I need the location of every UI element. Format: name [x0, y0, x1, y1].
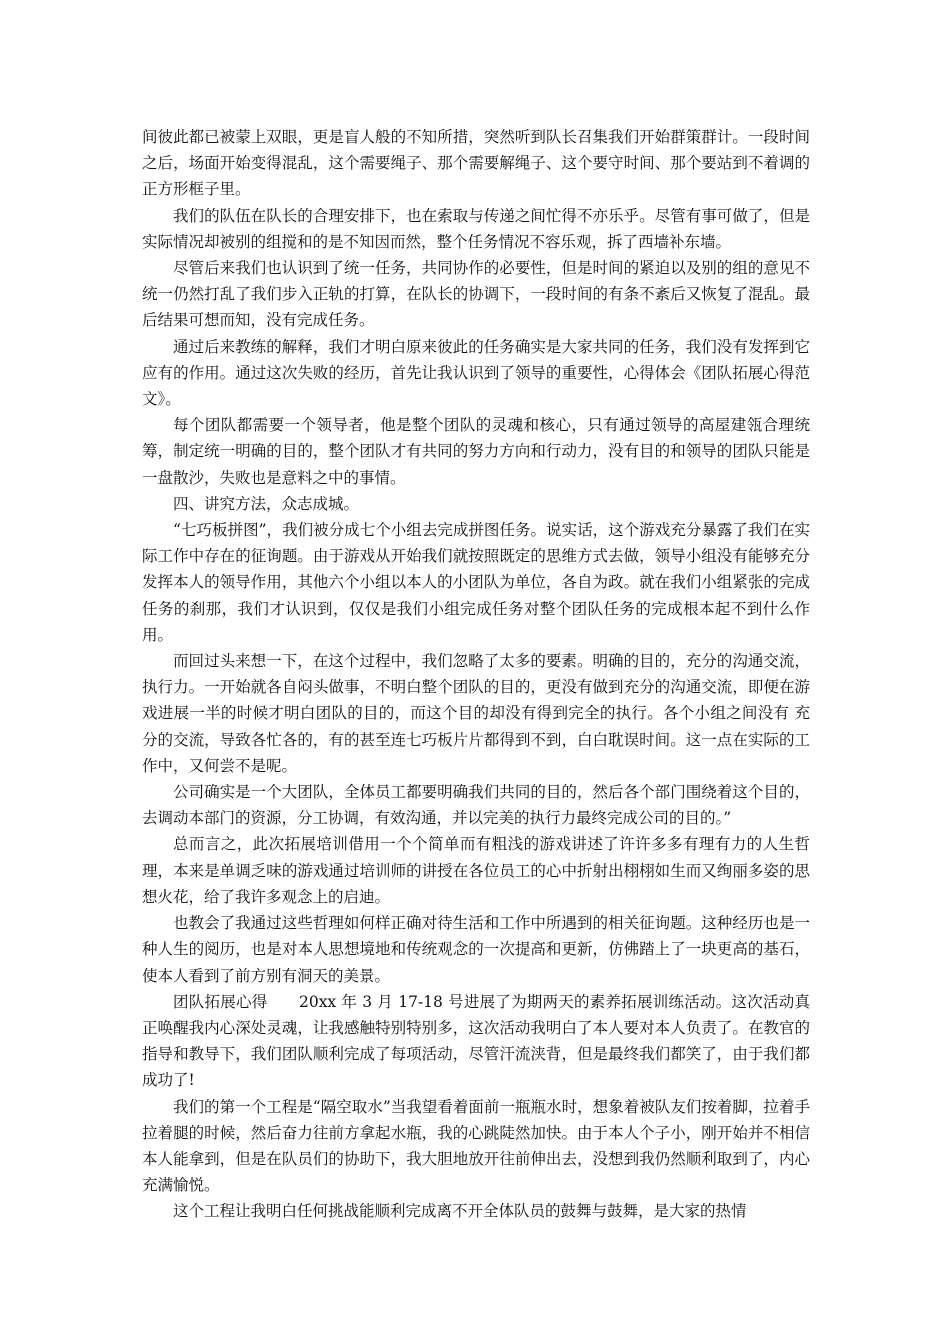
- paragraph-12: 团队拓展心得 20xx 年 3 月 17-18 号进展了为期两天的素养拓展训练活动。这次活动真正唤醒我内心深处灵魂，让我感触特别特别多，这次活动我明白了本人要对本人负责了。在教官的指导和教导下，我们团队顺利完成了每项活动，尽管汗流浃背，但是最终我们都笑了，由于我们都成功了!: [142, 992, 810, 1090]
- paragraph-5: 每个团队都需要一个领导者，他是整个团队的灵魂和核心，只有通过领导的高屋建瓴合理统筹，制定统一明确的目的，整个团队才有共同的努力方向和行动力，没有目的和领导的团队只能是一盘散沙，失败也是意料之中的事情。: [142, 416, 810, 487]
- paragraph-2: 我们的队伍在队长的合理安排下，也在索取与传递之间忙得不亦乐乎。尽管有事可做了，但是实际情况却被别的组搅和的是不知因而然，整个任务情况不容乐观，拆了西墙补东墙。: [142, 206, 810, 251]
- paragraph-13: 我们的第一个工程是“隔空取水”当我望看着面前一瓶瓶水时，想象着被队友们按着脚，拉着手拉着腿的时候，然后奋力往前方拿起水瓶，我的心跳陡然加快。由于本人个子小，刚开始并不相信本人能拿到，但是在队员们的协助下，我大胆地放开往前伸出去，没想到我仍然顺利取到了，内心充满愉悦。: [142, 1097, 810, 1195]
- paragraph-14: 这个工程让我明白任何挑战能顺利完成离不开全体队员的鼓舞与鼓舞，是大家的热情: [173, 1202, 747, 1221]
- paragraph-3: 尽管后来我们也认识到了统一任务，共同协作的必要性，但是时间的紧迫以及别的组的意见不统一仍然打乱了我们步入正轨的打算，在队长的协调下，一段时间的有条不紊后又恢复了混乱。最后结果可想而知，没有完成任务。: [142, 259, 810, 330]
- document-body: [142, 124, 810, 1225]
- paragraph-10: 总而言之，此次拓展培训借用一个个简单而有粗浅的游戏讲述了许许多多有理有力的人生哲理，本来是单调乏味的游戏通过培训师的讲授在各位员工的心中折射出栩栩如生而又绚丽多姿的思想火花，给了我许多观念上的启迪。: [142, 835, 810, 906]
- paragraph-8: 而回过头来想一下，在这个过程中，我们忽略了太多的要素。明确的目的，充分的沟通交流，执行力。一开始就各自闷头做事，不明白整个团队的目的，更没有做到充分的沟通交流，即便在游戏进展一半的时候才明白团队的目的，而这个目的却没有得到完全的执行。各个小组之间没有 充分的交流，导致各忙各的，有的甚至连七巧板片片都得到不到，白白耽误时间。这一点在实际的工作中，又何尝不是呢。: [142, 652, 810, 775]
- paragraph-4: 通过后来教练的解释，我们才明白原来彼此的任务确实是大家共同的任务，我们没有发挥到它应有的作用。通过这次失败的经历，首先让我认识到了领导的重要性，心得体会《团队拓展心得范文》。: [142, 337, 810, 409]
- section-heading: 四、讲究方法，众志成城。: [173, 494, 360, 513]
- paragraph-1: 间彼此都已被蒙上双眼，更是盲人般的不知所措，突然听到队长召集我们开始群策群计。一段时间之后，场面开始变得混乱，这个需要绳子、那个需要解绳子、这个要守时间、那个要站到不着调的正方形框子里。: [142, 128, 810, 199]
- paragraph-9: 公司确实是一个大团队，全体员工都要明确我们共同的目的，然后各个部门围绕着这个目的，去调动本部门的资源，分工协调，有效沟通，并以完美的执行力最终完成公司的目的。”: [142, 783, 810, 828]
- paragraph-7: “七巧板拼图”，我们被分成七个小组去完成拼图任务。说实话，这个游戏充分暴露了我们在实际工作中存在的征询题。由于游戏从开始我们就按照既定的思维方式去做，领导小组没有能够充分发挥本人的领导作用，其他六个小组以本人的小团队为单位，各自为政。就在我们小组紧张的完成任务的刹那，我们才认识到，仅仅是我们小组完成任务对整个团队任务的完成根本起不到什么作用。: [142, 521, 810, 644]
- paragraph-11: 也教会了我通过这些哲理如何样正确对待生活和工作中所遇到的相关征询题。这种经历也是一种人生的阅历，也是对本人思想境地和传统观念的一次提高和更新，仿佛踏上了一块更高的基石，使本人看到了前方别有洞天的美景。: [142, 914, 810, 985]
